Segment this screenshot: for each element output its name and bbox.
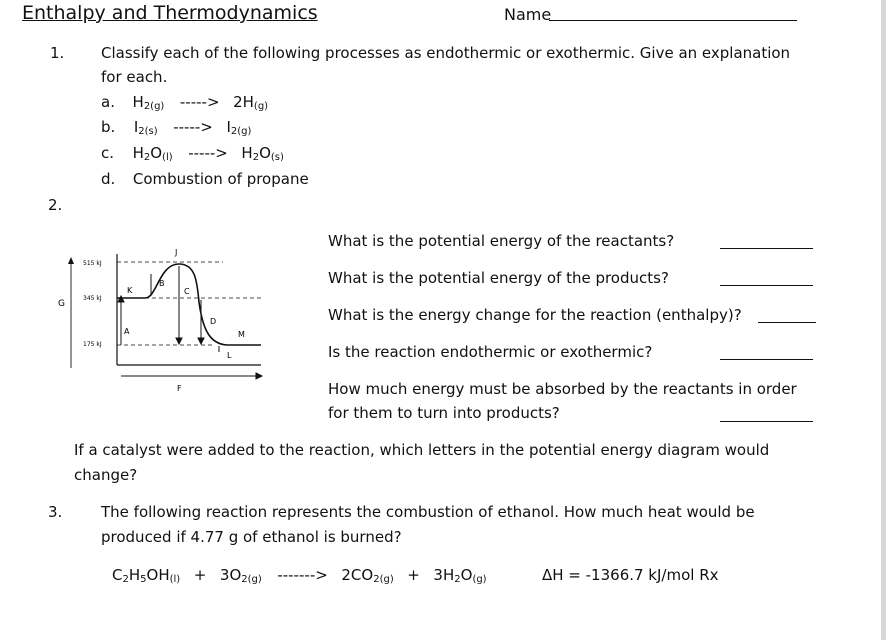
q1-number: 1. bbox=[50, 44, 65, 62]
q2-catalyst-line2: change? bbox=[74, 466, 138, 484]
q3-prompt-line1: The following reaction represents the combustion of ethanol. How much heat would be bbox=[101, 503, 755, 521]
q2-question-products-pe: What is the potential energy of the products? bbox=[328, 269, 669, 287]
letter-d: D bbox=[210, 317, 217, 326]
q2-question-enthalpy: What is the energy change for the reaction (enthalpy)? bbox=[328, 306, 742, 324]
name-field-line bbox=[549, 20, 797, 21]
answer-line-products-pe[interactable] bbox=[720, 285, 813, 286]
arrow-a-head bbox=[118, 296, 124, 302]
q3-number: 3. bbox=[48, 503, 63, 521]
ethanol-combustion-equation: $C_2H_5OH_{(l)} + 3O_{2(g)}$ -------> $2CO_{2(g)} + 3H_2O_{(g)}$ bbox=[112, 566, 487, 585]
arrow-f-head bbox=[256, 373, 262, 379]
q2-question-activation-line1: How much energy must be absorbed by the reactants in order bbox=[328, 380, 797, 398]
letter-f: F bbox=[177, 384, 182, 393]
q1-prompt-line1: Classify each of the following processes as endothermic or exothermic. Give an explanation bbox=[101, 44, 791, 62]
answer-line-endo-exo[interactable] bbox=[720, 359, 813, 360]
q3-prompt-line2: produced if 4.77 g of ethanol is burned? bbox=[101, 528, 402, 546]
level-515-label: 515 kJ bbox=[83, 260, 102, 267]
answer-line-reactants-pe[interactable] bbox=[720, 248, 813, 249]
arrow-d-head bbox=[198, 338, 204, 344]
page-title: Enthalpy and Thermodynamics bbox=[22, 2, 318, 24]
delta-h-value: ΔH = -1366.7 kJ/mol Rx bbox=[542, 566, 719, 584]
letter-m: M bbox=[238, 330, 245, 339]
y-axis-label: G bbox=[58, 299, 65, 309]
q1-item-b: b. $I_{2(s)}$ -----> $I_{2(g)}$ bbox=[101, 118, 252, 137]
q1-item-c: c. $H_2O_{(l)}$ -----> $H_2O_{(s)}$ bbox=[101, 144, 284, 163]
letter-b: B bbox=[159, 279, 165, 288]
name-label: Name bbox=[504, 5, 552, 24]
answer-line-enthalpy[interactable] bbox=[758, 322, 816, 323]
q1-item-a: a. $H_{2(g)}$ -----> $2H_{(g)}$ bbox=[101, 93, 269, 112]
q2-catalyst-line1: If a catalyst were added to the reaction, which letters in the potential energy diagram would bbox=[74, 441, 770, 459]
q2-question-endo-exo: Is the reaction endothermic or exothermic? bbox=[328, 343, 653, 361]
letter-a: A bbox=[124, 327, 130, 336]
letter-c: C bbox=[184, 287, 190, 296]
answer-line-activation[interactable] bbox=[720, 421, 813, 422]
energy-axis-arrow-head bbox=[68, 257, 74, 264]
letter-l: L bbox=[227, 351, 232, 360]
q1-item-d: d. Combustion of propane bbox=[101, 170, 309, 188]
scan-edge bbox=[881, 0, 886, 640]
q2-question-activation-line2: for them to turn into products? bbox=[328, 404, 560, 422]
q2-question-reactants-pe: What is the potential energy of the reactants? bbox=[328, 232, 675, 250]
level-175-label: 175 kJ bbox=[83, 341, 102, 348]
q1-prompt-line2: for each. bbox=[101, 68, 168, 86]
level-345-label: 345 kJ bbox=[83, 295, 102, 302]
potential-energy-diagram bbox=[55, 240, 270, 400]
q2-number: 2. bbox=[48, 196, 63, 214]
letter-j: J bbox=[175, 248, 178, 257]
arrow-c-head bbox=[176, 338, 182, 344]
letter-k: K bbox=[127, 286, 133, 295]
